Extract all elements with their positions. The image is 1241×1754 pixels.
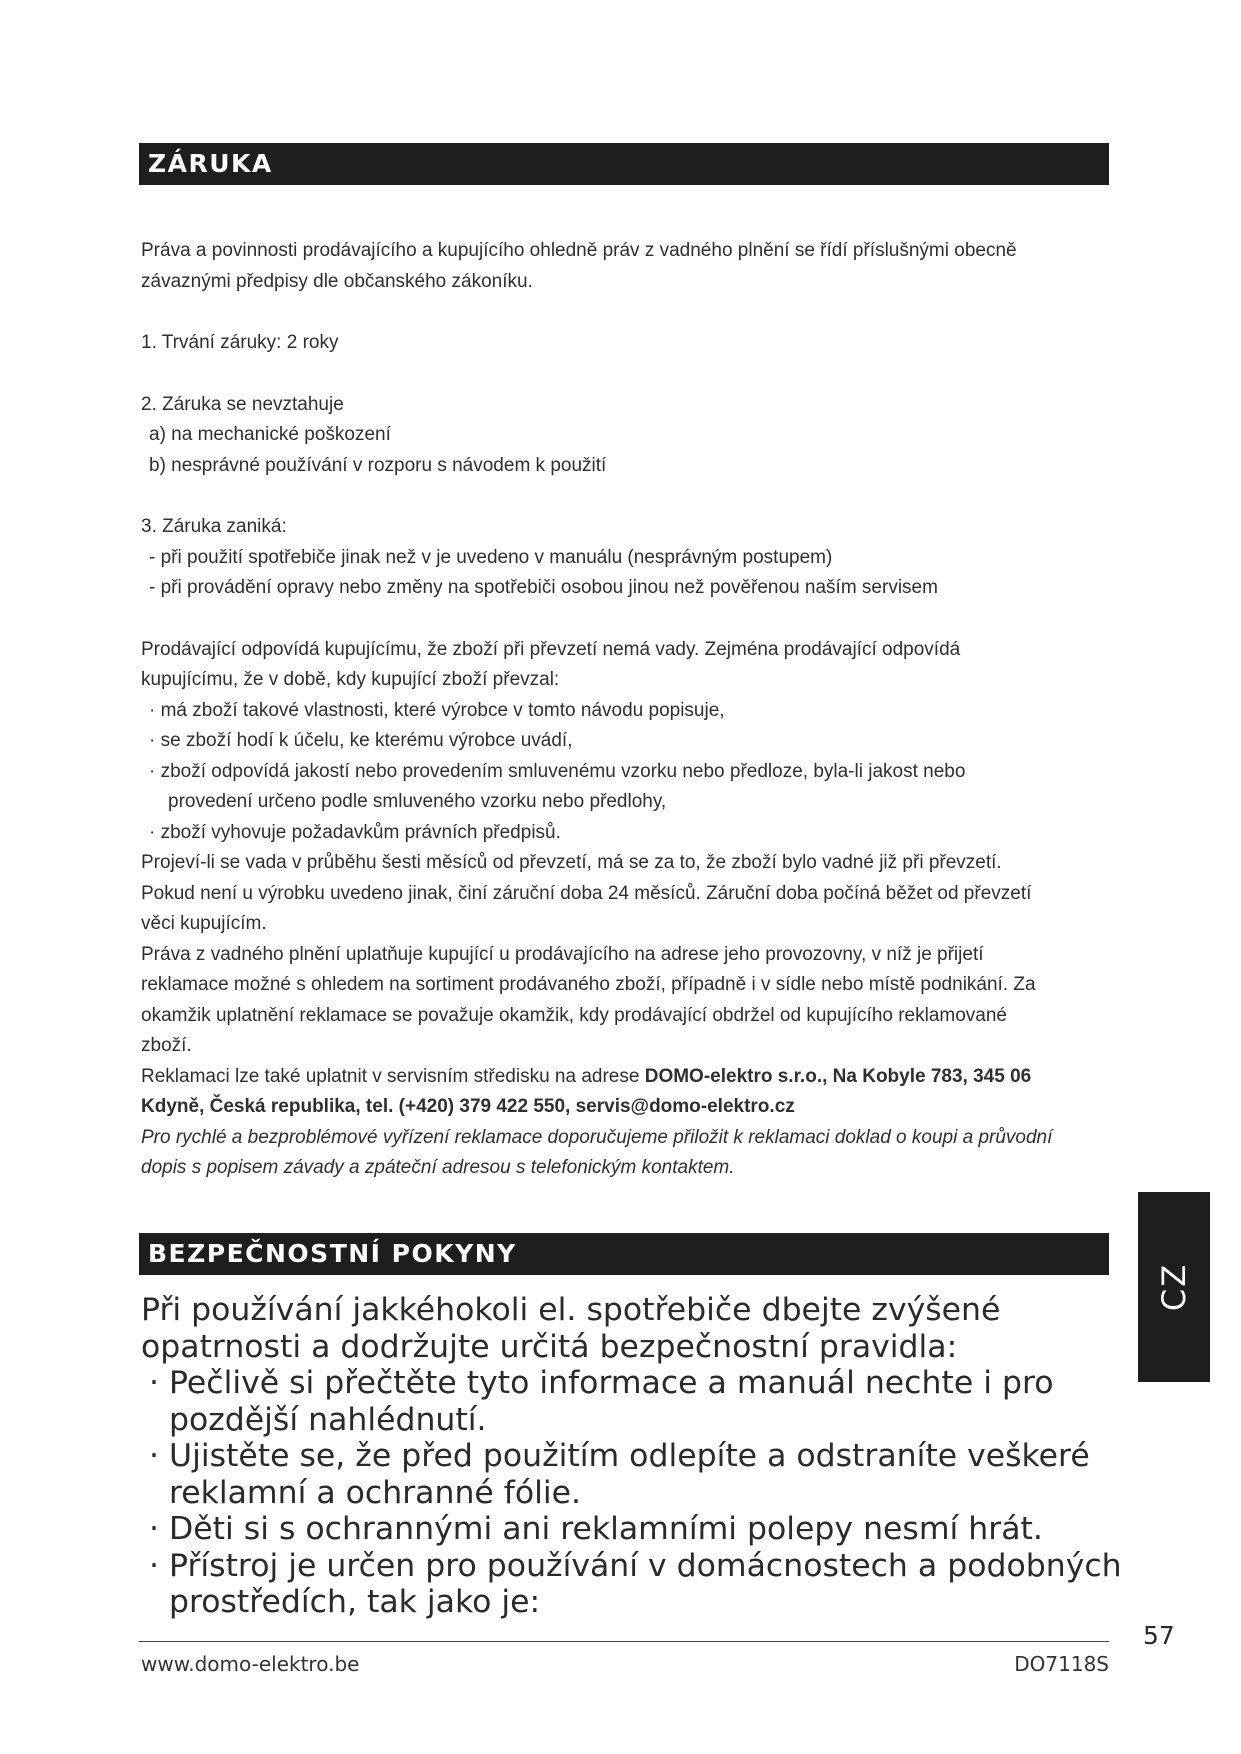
page-number: 57 xyxy=(1143,1621,1175,1650)
claims-paragraph-line: okamžik uplatnění reklamace se považuje okamžik, kdy prodávající obdržel od kupujícího reklamované xyxy=(141,1004,1008,1026)
safety-bullet-continuation: pozdější nahlédnutí. xyxy=(169,1401,487,1438)
seller-bullet: · má zboží takové vlastnosti, které výrobce v tomto návodu popisuje, xyxy=(149,699,725,721)
service-address-line xyxy=(141,1062,1116,1093)
language-tab xyxy=(1138,1192,1210,1382)
seller-bullet: · se zboží hodí k účelu, ke kterému výrobce uvádí, xyxy=(149,730,573,751)
safety-bullet-continuation: reklamní a ochranné fólie. xyxy=(169,1474,582,1511)
defect-paragraph-line: Pokud není u výrobku uvedeno jinak, činí záruční doba 24 měsíců. Záruční doba počíná běžet od převzetí xyxy=(141,882,1032,904)
service-address-bold: DOMO-elektro s.r.o., Na Kobyle 783, 345 06 xyxy=(644,1065,1032,1087)
warranty-item-2a: a) na mechanické poškození xyxy=(149,424,391,445)
warranty-intro-line: závaznými předpisy dle občanského zákoníku. xyxy=(141,270,533,292)
safety-intro-line: Při používání jakkéhokoli el. spotřebiče dbejte zvýšené xyxy=(141,1292,1001,1328)
seller-bullet-continuation: provedení určeno podle smluveného vzorku nebo předlohy, xyxy=(168,791,667,812)
footer-model-number: DO7118S xyxy=(1014,1652,1109,1676)
seller-bullet: · zboží odpovídá jakostí nebo provedením smluvenému vzorku nebo předloze, byla-li jakost nebo xyxy=(149,760,966,782)
warranty-item-2-head: 2. Záruka se nevztahuje xyxy=(141,393,344,415)
warranty-item-3-head: 3. Záruka zaniká: xyxy=(141,516,287,537)
footer-divider xyxy=(139,1641,1109,1642)
warranty-item-2b: b) nesprávné používání v rozporu s návodem k použití xyxy=(149,454,607,476)
service-prefix: Reklamaci lze také uplatnit v servisním středisku na adrese xyxy=(141,1065,645,1087)
recommendation-line: Pro rychlé a bezproblémové vyřízení reklamace doporučujeme přiložit k reklamaci doklad o koupi a průvodní xyxy=(141,1126,1053,1148)
seller-bullet: · zboží vyhovuje požadavkům právních předpisů. xyxy=(149,821,561,843)
warranty-item-1: 1. Trvání záruky: 2 roky xyxy=(141,332,339,353)
defect-paragraph-line: Projeví-li se vada v průběhu šesti měsíců od převzetí, má se za to, že zboží bylo vadné již při převzetí. xyxy=(141,852,1002,873)
claims-paragraph-line: Práva z vadného plnění uplatňuje kupující u prodávajícího na adrese jeho provozovny, v níž je přijetí xyxy=(141,943,984,965)
claims-paragraph-line: zboží. xyxy=(141,1035,192,1056)
safety-bullet: · Ujistěte se, že před použitím odlepíte a odstraníte veškeré xyxy=(149,1438,1090,1474)
warranty-item-3-dash: - při použití spotřebiče jinak než v je uvedeno v manuálu (nesprávným postupem) xyxy=(149,546,833,568)
footer-website: www.domo-elektro.be xyxy=(141,1652,360,1676)
section-heading-safety: BEZPEČNOSTNÍ POKYNY xyxy=(139,1233,1109,1275)
seller-paragraph-line: Prodávající odpovídá kupujícímu, že zboží při převzetí nemá vady. Zejména prodávající odpovídá xyxy=(141,638,961,660)
seller-paragraph-line: kupujícímu, že v době, kdy kupující zboží převzal: xyxy=(141,669,560,690)
service-contact-line: Kdyně, Česká republika, tel. (+420) 379 422 550, servis@domo-elektro.cz xyxy=(141,1096,795,1117)
defect-paragraph-line: věci kupujícím. xyxy=(141,913,267,934)
warranty-body xyxy=(141,236,1116,1184)
warranty-intro-line: Práva a povinnosti prodávajícího a kupujícího ohledně práv z vadného plnění se řídí příslušnými obecně xyxy=(141,240,1017,261)
safety-bullet: · Přístroj je určen pro používání v domácnostech a podobných xyxy=(149,1547,1122,1584)
warranty-item-3-dash: - při provádění opravy nebo změny na spotřebiči osobou jinou než pověřenou naším servisem xyxy=(149,577,938,598)
section-heading-warranty: ZÁRUKA xyxy=(139,143,1109,185)
safety-bullet: · Pečlivě si přečtěte tyto informace a manuál nechte i pro xyxy=(149,1365,1054,1401)
language-tab-label: CZ xyxy=(1155,1262,1193,1312)
safety-body xyxy=(141,1292,1122,1621)
safety-intro-line: opatrnosti a dodržujte určitá bezpečnostní pravidla: xyxy=(141,1328,958,1365)
claims-paragraph-line: reklamace možné s ohledem na sortiment prodávaného zboží, případně i v sídle nebo místě podnikání. Za xyxy=(141,974,1036,995)
safety-bullet: · Děti si s ochrannými ani reklamními polepy nesmí hrát. xyxy=(149,1511,1043,1547)
safety-bullet-continuation: prostředích, tak jako je: xyxy=(169,1584,541,1620)
recommendation-line: dopis s popisem závady a zpáteční adresou s telefonickým kontaktem. xyxy=(141,1157,735,1178)
